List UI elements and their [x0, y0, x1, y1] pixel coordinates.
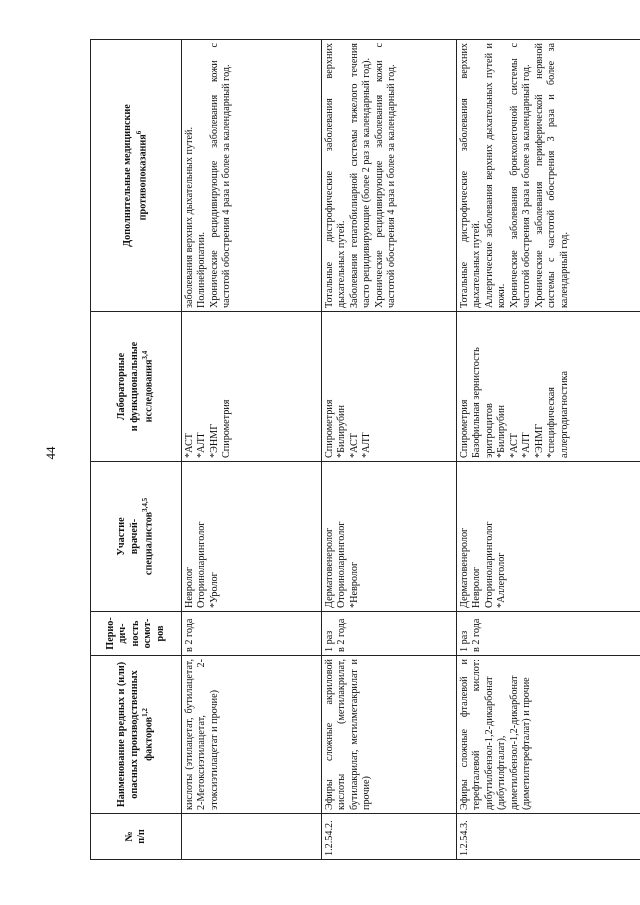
cell-doctors: [182, 462, 322, 612]
cell-num: 1.2.54.2.: [322, 814, 457, 860]
cell-factor: Эфиры сложные акриловой кислоты (метилакрилат, бутилакрилат, метилметакрилат и прочие): [322, 656, 457, 814]
header-factor: Наименование вредных и (или) опасных производственных факторов$^{1,2}$: [91, 656, 182, 814]
contra-item: Аллергические заболевания верхних дыхательных путей и кожи.: [483, 43, 508, 308]
doctors-item: Дерматовенеролог: [459, 527, 470, 608]
doctors-item: *Невролог: [348, 561, 360, 608]
page-number: 44: [43, 446, 58, 460]
lab-item: *АСТ: [508, 433, 520, 458]
doctors-item: Оториноларинголог: [483, 521, 495, 608]
doctors-item: Невролог: [471, 566, 483, 608]
header-lab: Лабораторные и функциональные исследования$^{3,4}$: [91, 312, 182, 462]
lab-item: Спирометрия: [221, 399, 233, 458]
contra-item: Хронические рецидивирующие заболевания кожи с частотой обострения 4 раза и более за календарный год.: [208, 43, 233, 308]
header-contra: Дополнительные медицинские противопоказания$^6$: [91, 40, 182, 312]
contra-item: Хронические заболевания бронхолегочной системы с частотой обострения 3 раза и более за календарный год.: [508, 43, 533, 308]
contra-item: Хронические заболевания периферической нервной системы с частотой обострения 3 раза и более за календарный год.: [533, 43, 570, 308]
rotated-table-container: [90, 40, 600, 860]
lab-item: *АЛТ: [196, 432, 208, 458]
cell-contra: [457, 40, 640, 312]
doctors-item: Оториноларинголог: [336, 521, 348, 608]
lab-item: *Билирубин: [496, 405, 508, 458]
doctors-item: Оториноларинголог: [196, 521, 208, 608]
cell-lab: [457, 312, 640, 462]
cell-doctors: [457, 462, 640, 612]
contra-item: Полинейропатии.: [196, 231, 208, 308]
requirements-table: [90, 39, 640, 860]
table-row: [457, 40, 640, 860]
header-period: Перио- дич- ность осмот- ров: [91, 612, 182, 656]
cell-factor: Эфиры сложные фталевой и терефталевой кислот: дибутилбензол-1,2-дикарбонат (дибутилфталат), диметилбензол-1,2-дикарбонат (диметилтерефталат) и прочие: [457, 656, 640, 814]
cell-factor: кислоты (этилацетат, бутилацетат, 2-Метоксиэтилацетат, 2-этоксиэтилацетат и прочие): [182, 656, 322, 814]
lab-item: Спирометрия: [459, 399, 470, 458]
cell-period: в 2 года: [182, 612, 322, 656]
doctors-item: Дерматовенеролог: [324, 527, 335, 608]
cell-lab: [182, 312, 322, 462]
contra-item: Хронические рецидивирующие заболевания кожи с частотой обострения 4 раза и более за календарный год.: [373, 43, 398, 308]
cell-lab: [322, 312, 457, 462]
lab-item: *ЭНМГ: [208, 423, 220, 458]
cell-period: 1 раз в 2 года: [322, 612, 457, 656]
doctors-item: Невролог: [184, 566, 195, 608]
table-row: [182, 40, 322, 860]
cell-num: [182, 814, 322, 860]
doctors-item: *Уролог: [208, 572, 220, 608]
lab-item: Базофильная зернистость эритроцитов: [471, 347, 495, 458]
table-row: [322, 40, 457, 860]
contra-item: Тотальные дистрофические заболевания верхних дыхательных путей.: [324, 43, 348, 308]
header-doctors: Участие врачей- специалистов$^{3,4,5}$: [91, 462, 182, 612]
cell-num: 1.2.54.3.: [457, 814, 640, 860]
lab-item: Спирометрия: [324, 399, 335, 458]
lab-item: *АСТ: [348, 433, 360, 458]
contra-item: Тотальные дистрофические заболевания верхних дыхательных путей.: [459, 43, 483, 308]
lab-item: *ЭНМГ: [533, 423, 545, 458]
lab-item: *АЛТ: [521, 432, 533, 458]
cell-contra: [322, 40, 457, 312]
contra-item: заболевания верхних дыхательных путей.: [184, 126, 195, 308]
lab-item: *Билирубин: [336, 405, 348, 458]
header-num: № п/п: [91, 814, 182, 860]
contra-item: Заболевания гепатобилиарной системы тяжелого течения часто рецидивирующие (более 2 раз за календарный год).: [348, 43, 373, 308]
table-header-row: [91, 40, 182, 860]
cell-period: 1 раз в 2 года: [457, 612, 640, 656]
lab-item: *специфическая аллергодиагностика: [546, 371, 570, 458]
lab-item: *АЛТ: [361, 432, 373, 458]
cell-contra: [182, 40, 322, 312]
cell-doctors: [322, 462, 457, 612]
lab-item: *АСТ: [184, 433, 195, 458]
doctors-item: *Аллерголог: [496, 552, 508, 608]
